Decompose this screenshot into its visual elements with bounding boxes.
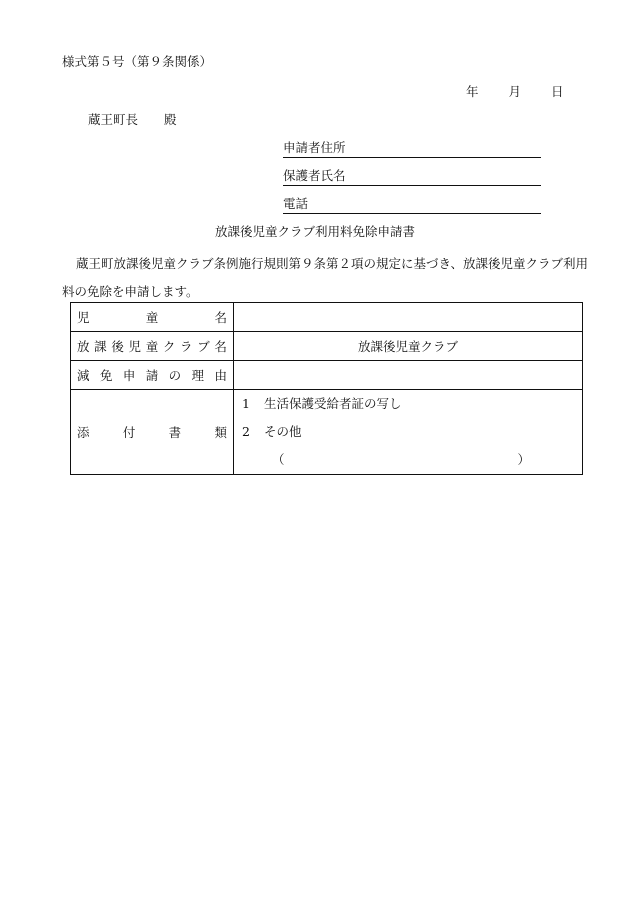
label-char: 童 [145,339,159,354]
attachments-label [71,390,234,475]
label-char: 後 [111,339,124,354]
guardian-name-label: 保護者氏名 [283,168,346,183]
label-char: 類 [214,425,227,440]
document-title: 放課後児童クラブ利用料免除申請書 [214,224,415,239]
form-number: 様式第５号（第９条関係） [62,54,213,69]
table-row-child-name [71,303,583,332]
body-text [62,250,592,306]
applicant-address-field[interactable] [283,138,541,158]
attachment-item[interactable] [242,390,574,418]
applicant-address-label: 申請者住所 [283,140,346,155]
label-char: ブ [197,339,210,354]
club-name-value[interactable]: 放課後児童クラブ [234,332,583,361]
label-char: の [168,368,182,383]
label-char: 名 [214,310,227,325]
attachment-number: 1 [242,396,250,411]
child-name-label [71,303,234,332]
reduction-reason-input[interactable] [234,361,583,390]
attachment-text: その他 [264,424,302,439]
reduction-reason-label [71,361,234,390]
club-name-label-text [77,337,227,355]
date-month-label: 月 [508,84,522,99]
addressee-name: 蔵王町長 [88,112,139,127]
table-row-reduction-reason [71,361,583,390]
attachment-number: 2 [242,424,250,439]
attachment-item[interactable] [242,418,574,446]
label-char: 課 [94,339,107,354]
label-char: 免 [99,368,113,383]
addressee [88,110,177,128]
label-char: 児 [77,310,90,325]
label-char: 申 [122,368,136,383]
label-char: ラ [180,339,193,354]
label-char: 由 [214,368,227,383]
date-line [466,82,564,100]
label-char: 児 [128,339,142,354]
attachment-text: 生活保護受給者証の写し [264,396,402,411]
other-attachment-input[interactable] [272,446,530,474]
phone-label: 電話 [283,196,309,211]
label-char: 請 [145,368,159,383]
child-name-label-text [77,308,227,326]
label-char: 名 [214,339,227,354]
child-name-input[interactable] [234,303,583,332]
reduction-reason-label-text [77,366,227,384]
table-row-attachments [71,390,583,475]
table-row-club-name [71,332,583,361]
label-char: 放 [77,339,90,354]
guardian-name-field[interactable] [283,166,541,186]
label-char: 添 [77,425,90,440]
application-table [70,302,583,475]
date-day-label: 日 [551,84,564,99]
club-name-label [71,332,234,361]
addressee-honorific: 殿 [164,112,177,127]
label-char: 減 [77,368,90,383]
label-char: 童 [145,310,159,325]
body-paragraph: 蔵王町放課後児童クラブ条例施行規則第９条第２項の規定に基づき、放課後児童クラブ利用料の免除を申請します。 [62,256,589,299]
label-char: 書 [168,425,182,440]
paren-close: ） [517,452,530,467]
label-char: 付 [122,425,136,440]
paren-open: （ [272,452,285,467]
attachments-list [234,390,583,475]
label-char: ク [162,339,176,354]
label-char: 理 [191,368,205,383]
attachments-label-text [77,423,227,441]
phone-field[interactable] [283,194,541,214]
date-year-label: 年 [466,84,479,99]
